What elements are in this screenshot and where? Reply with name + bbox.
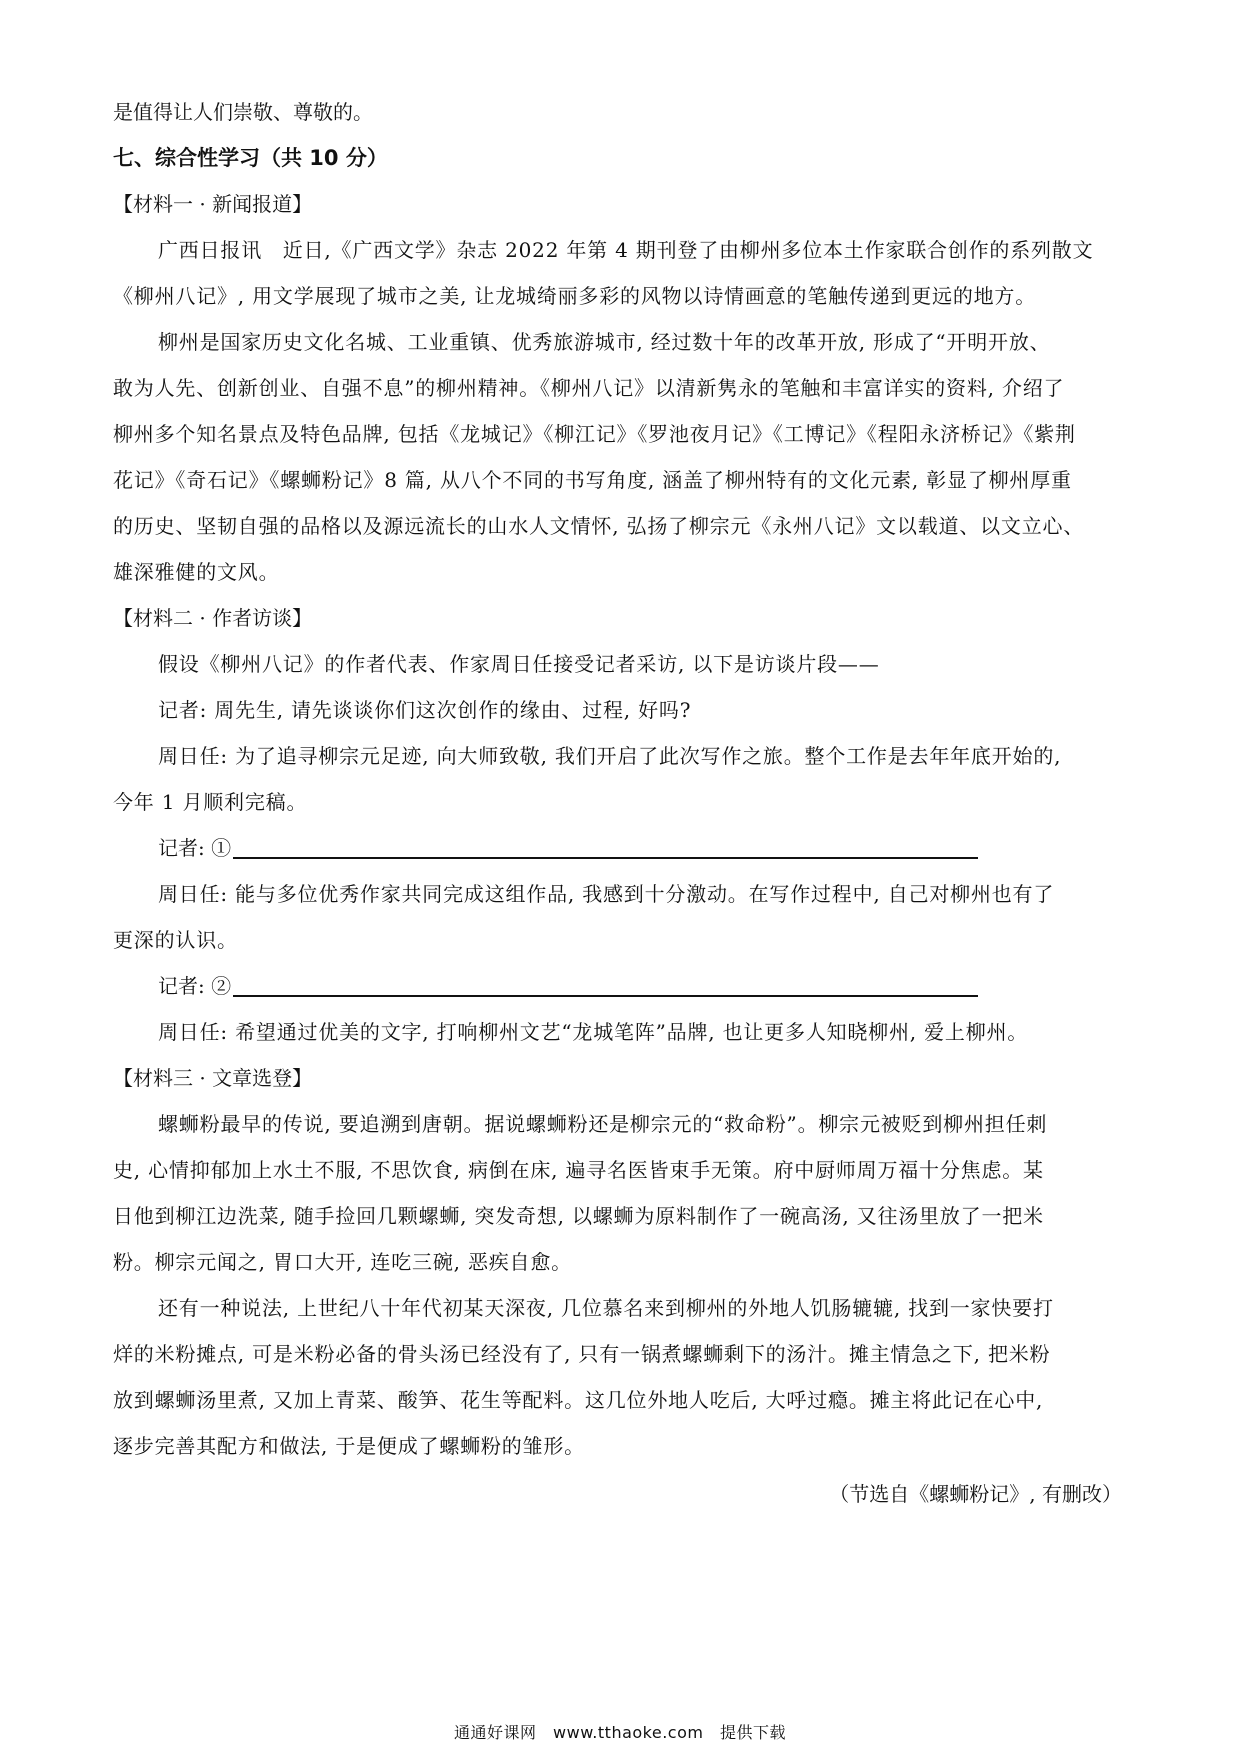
m1-paragraph-2-line: 柳州是国家历史文化名城、工业重镇、优秀旅游城市, 经过数十年的改革开放, 形成了“开明开放、	[158, 330, 1051, 354]
m3-paragraph-2-line: 放到螺蛳汤里煮, 又加上青菜、酸笋、花生等配料。这几位外地人吃后, 大呼过瘾。摊主将此记在心中,	[113, 1388, 1044, 1412]
m2-answer-1-line: 今年 1 月顺利完稿。	[113, 790, 308, 814]
m1-paragraph-2-line: 的历史、坚韧自强的品格以及源远流长的山水人文情怀, 弘扬了柳宗元《永州八记》文以载道、以文立心、	[113, 514, 1085, 538]
source-citation: （节选自《螺蛳粉记》, 有删改）	[829, 1482, 1122, 1506]
answer-blank-2[interactable]	[233, 975, 978, 997]
m2-question-2	[158, 834, 1240, 862]
m2-answer-2-line: 更深的认识。	[113, 928, 238, 952]
m1-paragraph-2-line: 雄深雅健的文风。	[113, 560, 280, 584]
material-2-header: 【材料二 · 作者访谈】	[113, 606, 313, 630]
question-2-label: 记者: ①	[158, 836, 232, 860]
m1-paragraph-2-line: 柳州多个知名景点及特色品牌, 包括《龙城记》《柳江记》《罗池夜月记》《工博记》《程阳永济桥记》《紫荆	[113, 422, 1076, 446]
m3-paragraph-1-line: 日他到柳江边洗菜, 随手捡回几颗螺蛳, 突发奇想, 以螺蛳为原料制作了一碗高汤, 又往汤里放了一把米	[113, 1204, 1044, 1228]
m2-answer-3: 周日任: 希望通过优美的文字, 打响柳州文艺“龙城笔阵”品牌, 也让更多人知晓柳州, 爱上柳州。	[158, 1020, 1029, 1044]
section-title: 七、综合性学习（共 10 分）	[113, 146, 388, 170]
m3-paragraph-2-line: 逐步完善其配方和做法, 于是便成了螺蛳粉的雏形。	[113, 1434, 585, 1458]
m1-paragraph-2-line: 花记》《奇石记》《螺蛳粉记》8 篇, 从八个不同的书写角度, 涵盖了柳州特有的文化元素, 彰显了柳州厚重	[113, 468, 1072, 492]
m3-paragraph-1-line: 史, 心情抑郁加上水土不服, 不思饮食, 病倒在床, 遍寻名医皆束手无策。府中厨师周万福十分焦虑。某	[113, 1158, 1044, 1182]
m3-paragraph-1-line: 螺蛳粉最早的传说, 要追溯到唐朝。据说螺蛳粉还是柳宗元的“救命粉”。柳宗元被贬到柳州担任刺	[158, 1112, 1048, 1136]
question-3-label: 记者: ②	[158, 974, 232, 998]
m1-paragraph-1-line: 广西日报讯 近日,《广西文学》杂志 2022 年第 4 期刊登了由柳州多位本土作家联合创作的系列散文	[158, 238, 1094, 262]
m2-question-1: 记者: 周先生, 请先谈谈你们这次创作的缘由、过程, 好吗?	[158, 698, 692, 722]
m3-paragraph-2-line: 还有一种说法, 上世纪八十年代初某天深夜, 几位慕名来到柳州的外地人饥肠辘辘, 找到一家快要打	[158, 1296, 1054, 1320]
continuation-text: 是值得让人们崇敬、尊敬的。	[113, 100, 373, 124]
m3-paragraph-2-line: 烊的米粉摊点, 可是米粉必备的骨头汤已经没有了, 只有一锅煮螺蛳剩下的汤汁。摊主情急之下, 把米粉	[113, 1342, 1051, 1366]
m1-paragraph-2-line: 敢为人先、创新创业、自强不息”的柳州精神。《柳州八记》以清新隽永的笔触和丰富详实的资料, 介绍了	[113, 376, 1065, 400]
material-1-header: 【材料一 · 新闻报道】	[113, 192, 313, 216]
m2-answer-1-line: 周日任: 为了追寻柳宗元足迹, 向大师致敬, 我们开启了此次写作之旅。整个工作是去年年底开始的,	[158, 744, 1062, 768]
m1-paragraph-1-line: 《柳州八记》, 用文学展现了城市之美, 让龙城绮丽多彩的风物以诗情画意的笔触传递到更远的地方。	[113, 284, 1037, 308]
m3-paragraph-1-line: 粉。柳宗元闻之, 胃口大开, 连吃三碗, 恶疾自愈。	[113, 1250, 572, 1274]
m2-question-3	[158, 972, 1240, 1000]
material-3-header: 【材料三 · 文章选登】	[113, 1066, 313, 1090]
footer-download-note: 通通好课网 www.tthaoke.com 提供下载	[454, 1723, 786, 1742]
m2-answer-2-line: 周日任: 能与多位优秀作家共同完成这组作品, 我感到十分激动。在写作过程中, 自己对柳州也有了	[158, 882, 1055, 906]
m2-intro: 假设《柳州八记》的作者代表、作家周日任接受记者采访, 以下是访谈片段——	[158, 652, 880, 676]
answer-blank-1[interactable]	[233, 837, 978, 859]
